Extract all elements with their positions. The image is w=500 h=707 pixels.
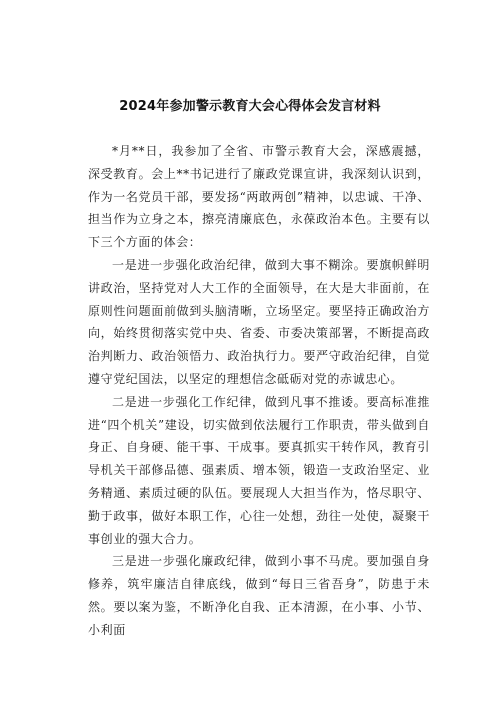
paragraph-integrity-discipline: 三是进一步强化廉政纪律，做到小事不马虎。要加强自身修养，筑牢廉洁自律底线，做到“每日三省吾身”，防患于未然。要以案为鉴，不断净化自我、正本清源，在小事、小节、小利面 [88,554,430,637]
paragraph-political-discipline: 一是进一步强化政治纪律，做到大事不糊涂。要旗帜鲜明讲政治，坚持党对人大工作的全面领导，在大是大非面前，在原则性问题面前做到头脑清晰，立场坚定。要坚持正确政治方向，始终贯彻落实党中央、省委、市委决策部署，不断提高政治判断力、政治领悟力、政治执行力。要严守政治纪律，自觉遵守党纪国法，以坚定的理想信念砥砺对党的赤诚忠心。 [88,257,430,386]
paragraph-work-discipline: 二是进一步强化工作纪律，做到凡事不推诿。要高标准推进“四个机关”建设，切实做到依法履行工作职责，带头做到自身正、自身硬、能干事、干成事。要真抓实干转作风，教育引导机关干部修品德、强素质、增本领，锻造一支政治坚定、业务精通、素质过硬的队伍。要展现人大担当作为，恪尽职守、勤于政事，做好本职工作，心往一处想，劲往一处使，凝聚干事创业的强大合力。 [88,394,430,546]
document-body [88,140,430,642]
document-title: 2024年参加警示教育大会心得体会发言材料 [119,99,381,114]
paragraph-intro: *月**日，我参加了全省、市警示教育大会，深感震撼，深受教育。会上**书记进行了廉政党课宣讲，我深刻认识到，作为一名党员干部，要发扬“两敢两创”精神，以忠诚、干净、担当作为立身之本，擦亮清廉底色，永葆政治本色。主要有以下三个方面的体会： [88,144,430,250]
